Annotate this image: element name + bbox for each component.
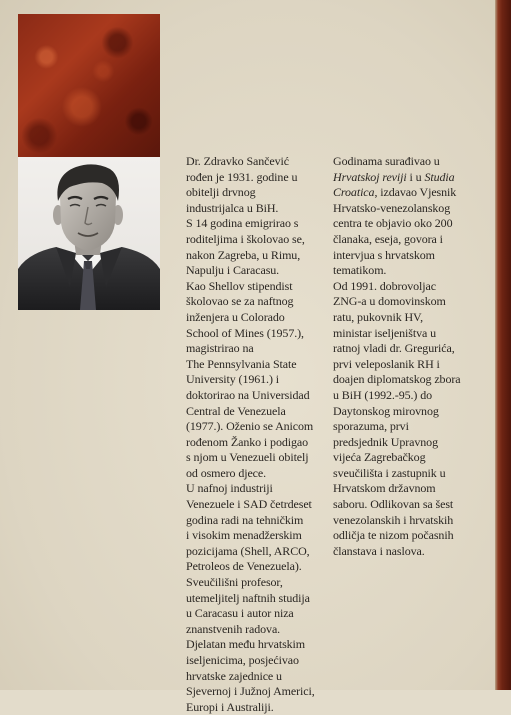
bio-line: od osmero djece. bbox=[186, 465, 267, 480]
bio-line: sporazuma, prvi bbox=[333, 419, 409, 434]
bio-line: godina radi na tehničkim bbox=[186, 512, 304, 527]
bio-line: rođenom Žanko i podigao bbox=[186, 434, 309, 449]
bio-line: znanstvenih radova. bbox=[186, 621, 281, 636]
book-spine-edge bbox=[495, 0, 511, 690]
bio-line: doktorirao na Universidad bbox=[186, 387, 310, 402]
bio-line: doajen diplomatskog zbora bbox=[333, 372, 461, 387]
bio-line: Sveučilišni profesor, bbox=[186, 575, 283, 590]
bio-line: obitelji drvnog bbox=[186, 185, 256, 200]
red-texture-panel bbox=[18, 14, 160, 157]
bio-line: The Pennsylvania State bbox=[186, 356, 297, 371]
bio-line: hrvatske zajednice u bbox=[186, 668, 282, 683]
bio-line: Godinama surađivao u bbox=[333, 154, 440, 168]
bio-line: iseljenicima, posjećivao bbox=[186, 653, 299, 667]
bio-line: ZNG-a u domovinskom bbox=[333, 294, 446, 309]
bio-line: u BiH (1992.-95.) do bbox=[333, 387, 432, 402]
bio-line: školovao se za naftnog bbox=[186, 294, 294, 309]
bio-line: Central de Venezuela bbox=[186, 403, 286, 418]
bio-line: University (1961.) i bbox=[186, 372, 279, 387]
bio-line: i visokim menadžerskim bbox=[186, 528, 302, 543]
bio-line: Hrvatsko-venezolanskog bbox=[333, 200, 451, 215]
bio-line: ratu, pukovnik HV, bbox=[333, 309, 423, 324]
bio-line: vijeća Zagrebačkog bbox=[333, 450, 426, 465]
bio-line: prvi veleposlanik RH i bbox=[333, 356, 440, 371]
bio-line: magistrirao na bbox=[186, 341, 254, 356]
bio-line: s njom u Venezueli obitelj bbox=[186, 450, 309, 465]
journal-title-studia: Studia bbox=[424, 169, 455, 184]
bio-line: intervjua s hrvatskom bbox=[333, 247, 435, 262]
bio-line: ratnoj vladi dr. Gregurića, bbox=[333, 341, 455, 356]
author-portrait-photo bbox=[18, 157, 160, 310]
bio-line: ministar iseljeništva u bbox=[333, 325, 437, 340]
bio-line: odličja te nizom počasnih bbox=[333, 528, 454, 543]
bio-line: članstava i naslova. bbox=[333, 543, 425, 558]
bio-line: U nafnoj industriji bbox=[186, 481, 273, 496]
bio-line: sveučilišta i zastupnik u bbox=[333, 465, 446, 480]
bio-text: i u bbox=[406, 169, 425, 184]
bio-line: pozicijama (Shell, ARCO, bbox=[186, 543, 310, 558]
biography-left-column bbox=[186, 154, 328, 715]
bio-line: venezolanskih i hrvatskih bbox=[333, 512, 454, 527]
author-portrait-drawing bbox=[18, 157, 160, 310]
bio-line: Venezuele i SAD četrdeset bbox=[186, 497, 312, 512]
bio-line: rođen je 1931. godine u bbox=[186, 169, 298, 184]
bio-text: , izdavao Vjesnik bbox=[374, 185, 457, 200]
bio-line: industrijalca u BiH. bbox=[186, 200, 279, 215]
bio-line: centra te objavio oko 200 bbox=[333, 216, 453, 231]
bio-line: Sjevernoj i Južnoj Americi, bbox=[186, 684, 315, 699]
bio-line: nakon Zagreba, u Rimu, bbox=[186, 247, 301, 262]
bio-line: saboru. Odlikovan sa šest bbox=[333, 497, 454, 512]
bio-line: članaka, eseja, govora i bbox=[333, 231, 443, 246]
journal-title-croatica: Croatica bbox=[333, 185, 375, 200]
bio-line: Od 1991. dobrovoljac bbox=[333, 278, 436, 293]
bio-line: Petroleos de Venezuela). bbox=[186, 559, 302, 574]
bio-line-with-titles bbox=[333, 170, 483, 186]
biography-right-column bbox=[333, 154, 483, 559]
bio-line: utemeljitelj naftnih studija bbox=[186, 590, 310, 605]
bio-line: S 14 godina emigrirao s bbox=[186, 216, 299, 231]
bio-line: inženjera u Colorado bbox=[186, 309, 285, 324]
bio-line: predsjednik Upravnog bbox=[333, 434, 438, 449]
bio-line: Dr. Zdravko Sančević bbox=[186, 154, 289, 168]
bio-line-with-titles bbox=[333, 185, 483, 201]
bio-line: u Caracasu i autor niza bbox=[186, 606, 294, 621]
bio-line: Hrvatskom državnom bbox=[333, 481, 436, 496]
bio-line: Napulju i Caracasu. bbox=[186, 263, 280, 278]
magazine-title-hrvatska-revija: Hrvatskoj reviji bbox=[333, 169, 407, 184]
bio-line: Daytonskog mirovnog bbox=[333, 403, 439, 418]
bio-line: roditeljima i školovao se, bbox=[186, 231, 305, 246]
bio-line: Europi i Australiji. bbox=[186, 699, 274, 714]
bio-line: Djelatan među hrvatskim bbox=[186, 637, 306, 652]
bio-line: School of Mines (1957.), bbox=[186, 325, 304, 340]
bio-line: Kao Shellov stipendist bbox=[186, 278, 293, 293]
bio-line: tematikom. bbox=[333, 263, 387, 278]
bio-line: (1977.). Oženio se Anicom bbox=[186, 419, 314, 434]
